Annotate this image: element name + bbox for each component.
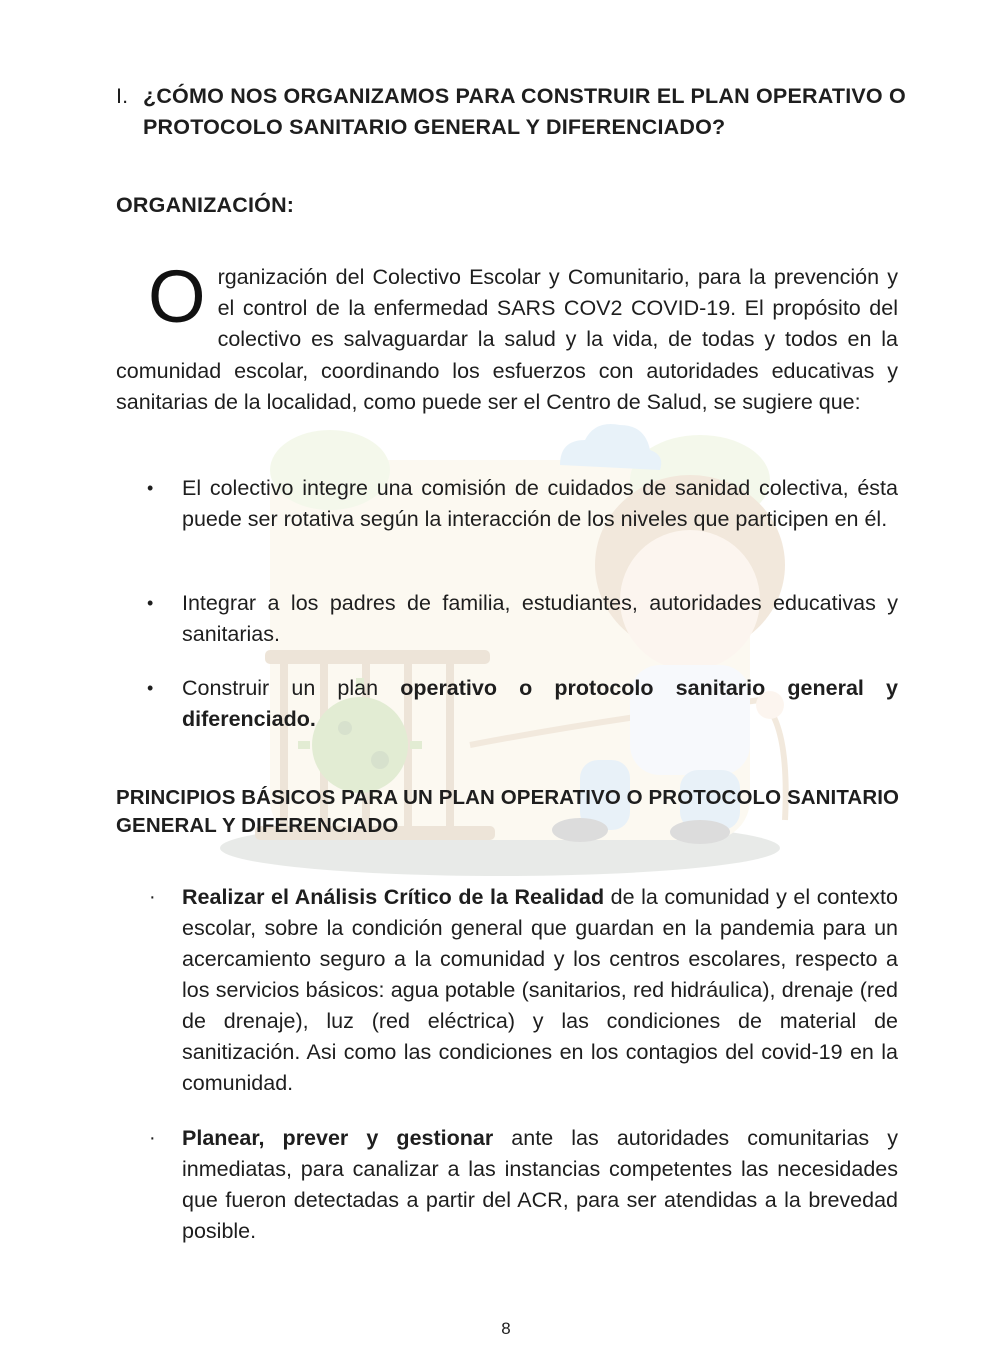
section-title: ¿CÓMO NOS ORGANIZAMOS PARA CONSTRUIR EL PLAN OPERATIVO O PROTOCOLO SANITARIO GENERAL Y DIFERENCIADO? xyxy=(143,84,906,139)
list-item-text: ante las autoridades comunitarias y inmediatas, para canalizar a las instancias competentes las necesidades que fueron detectadas a partir del ACR, para ser atendidas a la brevedad posible. xyxy=(182,1126,898,1243)
list-item-bold-text: Planear, prever y gestionar xyxy=(182,1126,494,1150)
bullet-icon: • xyxy=(147,478,154,498)
list-item-bold-text: Realizar el Análisis Crítico de la Realidad xyxy=(182,885,605,909)
section-heading xyxy=(116,81,906,143)
bullet-icon: · xyxy=(149,1127,156,1149)
list-item-text: Construir un plan xyxy=(182,676,401,700)
bullet-icon: · xyxy=(149,886,156,908)
section-number: I. xyxy=(116,84,129,108)
list-item-text: Integrar a los padres de familia, estudiantes, autoridades educativas y sanitarias. xyxy=(182,591,898,646)
list-item-text: de la comunidad y el contexto escolar, sobre la condición general que guardan en la pandemia para un acercamiento seguro a la comunidad y los centros escolares, respecto a los servicios básicos: agua potable (sanitarios, red hidráulica), drenaje (red de drenaje), luz (red eléctrica) y las condiciones de material de sanitización. Asi como las condiciones en los contagios del covid-19 en la comunidad. xyxy=(182,885,898,1095)
list-item-text: El colectivo integre una comisión de cuidados de sanidad colectiva, ésta puede ser rotativa según la interacción de los niveles que participen en él. xyxy=(182,476,898,531)
principles-title: PRINCIPIOS BÁSICOS PARA UN PLAN OPERATIVO O PROTOCOLO SANITARIO GENERAL Y DIFERENCIADO xyxy=(116,786,900,837)
bullet-icon: • xyxy=(147,593,154,613)
list-item xyxy=(149,1123,898,1247)
organization-title: ORGANIZACIÓN: xyxy=(116,193,295,217)
drop-cap: O xyxy=(148,255,206,338)
list-item xyxy=(147,588,898,650)
list-item xyxy=(149,882,898,1099)
list-item xyxy=(147,473,898,535)
page-number: 8 xyxy=(501,1319,511,1338)
organization-paragraph xyxy=(116,255,898,418)
bullet-icon: • xyxy=(147,678,154,698)
list-item-bold-text: operativo o protocolo sanitario general y diferenciado. xyxy=(182,676,898,731)
list-item xyxy=(147,673,898,735)
paragraph-text: rganización del Colectivo Escolar y Comunitario, para la prevención y el control de la enfermedad SARS COV2 COVID-19. El propósito del colectivo es salvaguardar la salud y la vida, de todas y todos en la comunidad escolar, coordinando los esfuerzos con autoridades educativas y sanitarias de la localidad, como puede ser el Centro de Salud, se sugiere que: xyxy=(116,265,898,414)
